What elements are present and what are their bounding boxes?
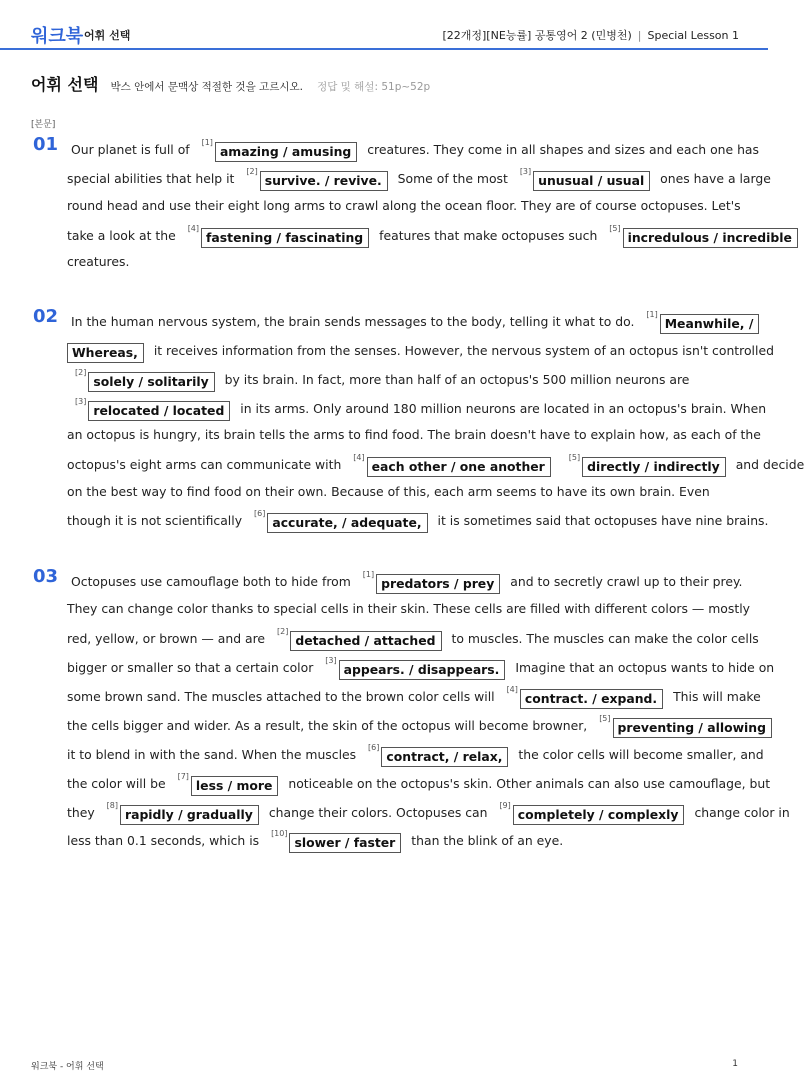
passage-text: In the human nervous system, the brain sends messages to the body, telling it what to do. <box>71 314 635 329</box>
page-number: 1 <box>732 1059 738 1069</box>
text-line <box>71 140 759 160</box>
blank-number: [5] <box>609 224 621 233</box>
choice-box[interactable]: directly / indirectly <box>582 457 726 477</box>
text-line <box>71 312 765 332</box>
text-line <box>67 427 761 443</box>
text-line <box>67 831 563 851</box>
choice-box[interactable]: preventing / allowing <box>613 718 772 738</box>
passage-text: Octopuses use camouflage both to hide from <box>71 574 351 589</box>
passage-text: red, yellow, or brown — and are <box>67 631 266 646</box>
blank-number: [10] <box>271 829 288 838</box>
page-header <box>0 0 768 50</box>
choice-box[interactable]: incredulous / incredible <box>623 228 798 248</box>
passage-text: special abilities that help it <box>67 171 235 186</box>
choice-box[interactable]: predators / prey <box>376 574 500 594</box>
text-line <box>67 658 774 678</box>
choice-box[interactable]: slower / faster <box>289 833 401 853</box>
passage-text: the color will be <box>67 776 166 791</box>
choice-box[interactable]: each other / one another <box>367 457 551 477</box>
passage-text: by its brain. In fact, more than half of an octopus's 500 million neurons are <box>224 372 690 387</box>
choice-box[interactable]: Whereas, <box>67 343 144 363</box>
book-info <box>442 27 739 43</box>
choice-box[interactable]: detached / attached <box>290 631 441 651</box>
text-line <box>67 716 778 736</box>
passage-text: round head and use their eight long arms to crawl along the ocean floor. They are of course octopuses. Let's <box>67 198 741 213</box>
blank-number: [1] <box>362 570 375 579</box>
passage-text: some brown sand. The muscles attached to the brown color cells will <box>67 689 495 704</box>
choice-box[interactable]: less / more <box>191 776 279 796</box>
text-line <box>67 341 774 361</box>
choice-box[interactable]: survive. / revive. <box>260 171 388 191</box>
choice-box[interactable]: accurate, / adequate, <box>267 513 427 533</box>
passage-text: features that make octopuses such <box>379 228 598 243</box>
passage-text: an octopus is hungry, its brain tells the arms to find food. The brain doesn't have to explain how, as each of the <box>67 427 761 442</box>
blank-number: [4] <box>353 453 365 462</box>
blank-number: [1] <box>646 310 658 319</box>
title-row <box>31 72 430 95</box>
text-line <box>67 774 770 794</box>
choice-box[interactable]: contract, / relax, <box>381 747 508 767</box>
passage-text: the cells bigger and wider. As a result, the skin of the octopus will become browner, <box>67 718 588 733</box>
text-line <box>67 629 759 649</box>
passage-text: creatures. They come in all shapes and sizes and each one has <box>367 142 759 157</box>
blank-number: [3] <box>519 167 532 176</box>
blank-number: [7] <box>177 772 189 781</box>
choice-box[interactable]: amazing / amusing <box>215 142 357 162</box>
blank-number: [3] <box>75 397 87 406</box>
blank-number: [8] <box>106 801 118 810</box>
passage-text: Some of the most <box>397 171 508 186</box>
separator: | <box>637 29 642 42</box>
text-line <box>67 254 129 270</box>
blank-number: [2] <box>75 368 87 377</box>
passage-text: and to secretly crawl up to their prey. <box>510 574 743 589</box>
brand-title: 워크북 <box>31 26 84 47</box>
passage-text: ones have a large <box>660 171 771 186</box>
choice-box[interactable]: unusual / usual <box>533 171 650 191</box>
choice-box[interactable]: solely / solitarily <box>88 372 214 392</box>
text-line <box>67 484 710 500</box>
text-line <box>67 511 768 531</box>
blank-number: [1] <box>201 138 213 147</box>
section-label: 어휘 선택 <box>84 29 131 42</box>
passage-text: they <box>67 805 95 820</box>
passage-text: change color in <box>694 805 790 820</box>
instruction-text: 박스 안에서 문맥상 적절한 것을 고르시오. <box>110 81 303 93</box>
blank-number: [9] <box>499 801 511 810</box>
passage-text: though it is not scientifically <box>67 513 243 528</box>
blank-number: [2] <box>277 627 289 636</box>
text-line <box>67 803 790 823</box>
text-line <box>67 455 804 475</box>
passage-text: octopus's eight arms can communicate with <box>67 457 342 472</box>
page-title: 어휘 선택 <box>31 75 99 94</box>
choice-box[interactable]: appears. / disappears. <box>339 660 506 680</box>
blank-number: [2] <box>246 167 258 176</box>
passage-text: on the best way to find food on their own. Because of this, each arm seems to have its own brain. Even <box>67 484 710 499</box>
text-line <box>67 601 750 617</box>
text-line <box>67 169 771 189</box>
blank-number: [5] <box>599 714 611 723</box>
passage-text: in its arms. Only around 180 million neurons are located in an octopus's brain. When <box>240 401 767 416</box>
text-line <box>67 226 804 246</box>
passage-text: creatures. <box>67 254 130 269</box>
passage-text: than the blink of an eye. <box>411 833 564 848</box>
choice-box[interactable]: fastening / fascinating <box>201 228 369 248</box>
passage-text: the color cells will become smaller, and <box>518 747 764 762</box>
text-line <box>67 687 761 707</box>
text-line <box>67 198 741 214</box>
passage-text: noticeable on the octopus's skin. Other animals can also use camouflage, but <box>288 776 771 791</box>
text-line <box>67 399 766 419</box>
text-line <box>71 572 742 592</box>
bonmun-label: [본문] <box>31 120 56 130</box>
blank-number: [6] <box>368 743 380 752</box>
lesson-label: Special Lesson 1 <box>647 29 739 42</box>
passage-text: Our planet is full of <box>71 142 190 157</box>
choice-box[interactable]: contract. / expand. <box>520 689 663 709</box>
footer-label: 워크북 - 어휘 선택 <box>31 1062 104 1072</box>
passage-text: Imagine that an octopus wants to hide on <box>515 660 775 675</box>
passage-text: This will make <box>673 689 761 704</box>
blank-number: [6] <box>253 509 266 518</box>
question-number: 02 <box>33 306 59 327</box>
question-number: 03 <box>33 566 59 587</box>
passage-text: change their colors. Octopuses can <box>268 805 488 820</box>
blank-number: [3] <box>325 656 337 665</box>
passage-text: less than 0.1 seconds, which is <box>67 833 260 848</box>
blank-number: [4] <box>506 685 518 694</box>
answer-reference: 정답 및 해설: 51p~52p <box>317 81 431 93</box>
text-line <box>67 370 689 390</box>
question-number: 01 <box>33 134 59 155</box>
passage-text: They can change color thanks to special cells in their skin. These cells are filled with different colors — mostly <box>67 601 750 616</box>
passage-text: bigger or smaller so that a certain color <box>67 660 314 675</box>
passage-text: it is sometimes said that octopuses have nine brains. <box>437 513 769 528</box>
blank-number: [5] <box>568 453 581 462</box>
passage-text: to muscles. The muscles can make the color cells <box>451 631 759 646</box>
passage-text: and decide <box>735 457 804 472</box>
passage-text: take a look at the <box>67 228 176 243</box>
passage-text: it receives information from the senses. However, the nervous system of an octopus isn't controlled <box>153 343 774 358</box>
choice-box[interactable]: relocated / located <box>88 401 230 421</box>
choice-box[interactable]: completely / complexly <box>513 805 685 825</box>
passage-text: it to blend in with the sand. When the muscles <box>67 747 357 762</box>
blank-number: [4] <box>187 224 200 233</box>
book-title: [22개정][NE능률] 공통영어 2 (민병천) <box>442 29 632 42</box>
choice-box[interactable]: Meanwhile, / <box>660 314 760 334</box>
text-line <box>67 745 764 765</box>
choice-box[interactable]: rapidly / gradually <box>120 805 259 825</box>
